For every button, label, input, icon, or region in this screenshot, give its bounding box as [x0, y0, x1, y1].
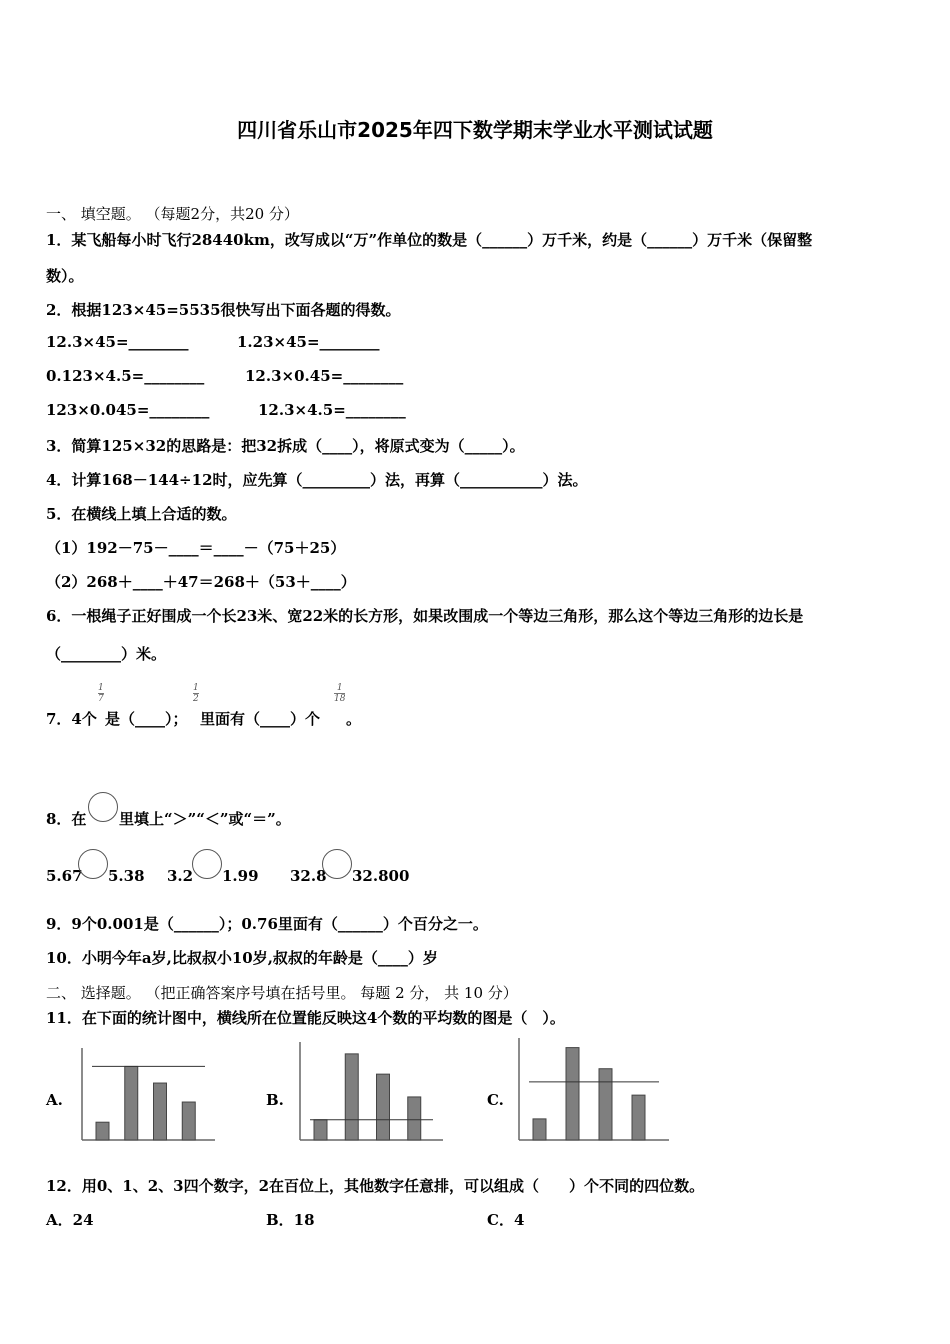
q8-text-2: 里填上“＞”“＜”或“＝”。 [119, 810, 291, 828]
bar [566, 1048, 579, 1140]
bar [632, 1095, 645, 1140]
question-10: 10．小明今年a岁,比叔叔小10岁,叔叔的年龄是（____）岁 [46, 949, 438, 967]
question-11: 11．在下面的统计图中，横线所在位置能反映这4个数的平均数的图是（ ）。 [46, 1009, 565, 1027]
bar [314, 1120, 327, 1140]
question-9: 9．9个0.001是（______）；0.76里面有（______）个百分之一。 [46, 915, 488, 933]
compare-circle[interactable] [322, 849, 352, 879]
q7-text-1: 7．4个 [46, 710, 97, 728]
q2-item: 0.123×4.5=________ [46, 367, 205, 385]
q2-item: 123×0.045=________ [46, 401, 210, 419]
bar [533, 1119, 546, 1140]
section-2-heading: 二、 选择题。 （把正确答案序号填在括号里。 每题 2 分， 共 10 分） [46, 984, 518, 1002]
compare-circle[interactable] [192, 849, 222, 879]
chart-option-a [80, 1048, 215, 1143]
question-6: 6．一根绳子正好围成一个长23米、宽22米的长方形，如果改围成一个等边三角形，那么这个等边三角形的边长是 [46, 607, 804, 625]
fraction-1-7: $\frac{1}{7}$ [98, 683, 104, 704]
q8-right: 5.38 [108, 867, 145, 885]
q8-left: 5.67 [46, 867, 83, 885]
q2-item: 12.3×0.45=________ [245, 367, 404, 385]
q12-option-c: C．4 [487, 1211, 525, 1229]
fraction-1-2: $\frac{1}{2}$ [193, 683, 199, 704]
q2-item: 12.3×4.5=________ [258, 401, 406, 419]
q2-item: 1.23×45=________ [237, 333, 380, 351]
question-2: 2．根据123×45=5535很快写出下面各题的得数。 [46, 301, 401, 319]
bar [408, 1097, 421, 1140]
q7-text-4: 。 [346, 710, 362, 728]
bar [125, 1066, 138, 1140]
option-c-label: C. [487, 1091, 504, 1109]
question-6-cont: （________）米。 [46, 645, 167, 663]
section-1-heading: 一、 填空题。 （每题2分，共20 分） [46, 205, 299, 223]
q8-right: 32.800 [352, 867, 410, 885]
question-4: 4．计算168－144÷12时，应先算（_________）法，再算（___________）法。 [46, 471, 588, 489]
question-1-cont: 数）。 [46, 267, 84, 285]
bar [182, 1102, 195, 1140]
q2-item: 12.3×45=________ [46, 333, 189, 351]
circle-icon [88, 792, 118, 822]
q8-left: 3.2 [167, 867, 194, 885]
q8-left: 32.8 [290, 867, 327, 885]
q12-option-b: B．18 [266, 1211, 315, 1229]
bar [96, 1122, 109, 1140]
fraction-1-18: $\frac{1}{18}$ [334, 683, 346, 704]
question-3: 3．简算125×32的思路是：把32拆成（____），将原式变为（_____）。 [46, 437, 525, 455]
question-5-2: （2）268＋____＋47＝268＋（53＋____） [46, 573, 356, 591]
question-1: 1．某飞船每小时飞行28440km，改写成以“万”作单位的数是（______）万千米，约是（______）万千米（保留整 [46, 231, 813, 249]
q8-text-1: 8．在 [46, 810, 87, 828]
question-5: 5．在横线上填上合适的数。 [46, 505, 237, 523]
q7-text-3: 里面有（____）个 [200, 710, 321, 728]
bar [599, 1069, 612, 1140]
page-title: 四川省乐山市2025年四下数学期末学业水平测试试题 [237, 118, 713, 142]
option-b-label: B. [266, 1091, 284, 1109]
q7-text-2: 是（____）； [105, 710, 188, 728]
compare-circle[interactable] [78, 849, 108, 879]
bar [377, 1074, 390, 1140]
question-5-1: （1）192－75－____＝____－（75＋25） [46, 539, 346, 557]
option-a-label: A. [46, 1091, 63, 1109]
question-12: 12．用0、1、2、3四个数字，2在百位上，其他数字任意排，可以组成（ ）个不同的四位数。 [46, 1177, 705, 1195]
chart-option-c [517, 1038, 669, 1143]
bar [345, 1054, 358, 1140]
bar [154, 1083, 167, 1140]
q8-right: 1.99 [222, 867, 259, 885]
q12-option-a: A．24 [46, 1211, 94, 1229]
chart-option-b [298, 1042, 443, 1143]
